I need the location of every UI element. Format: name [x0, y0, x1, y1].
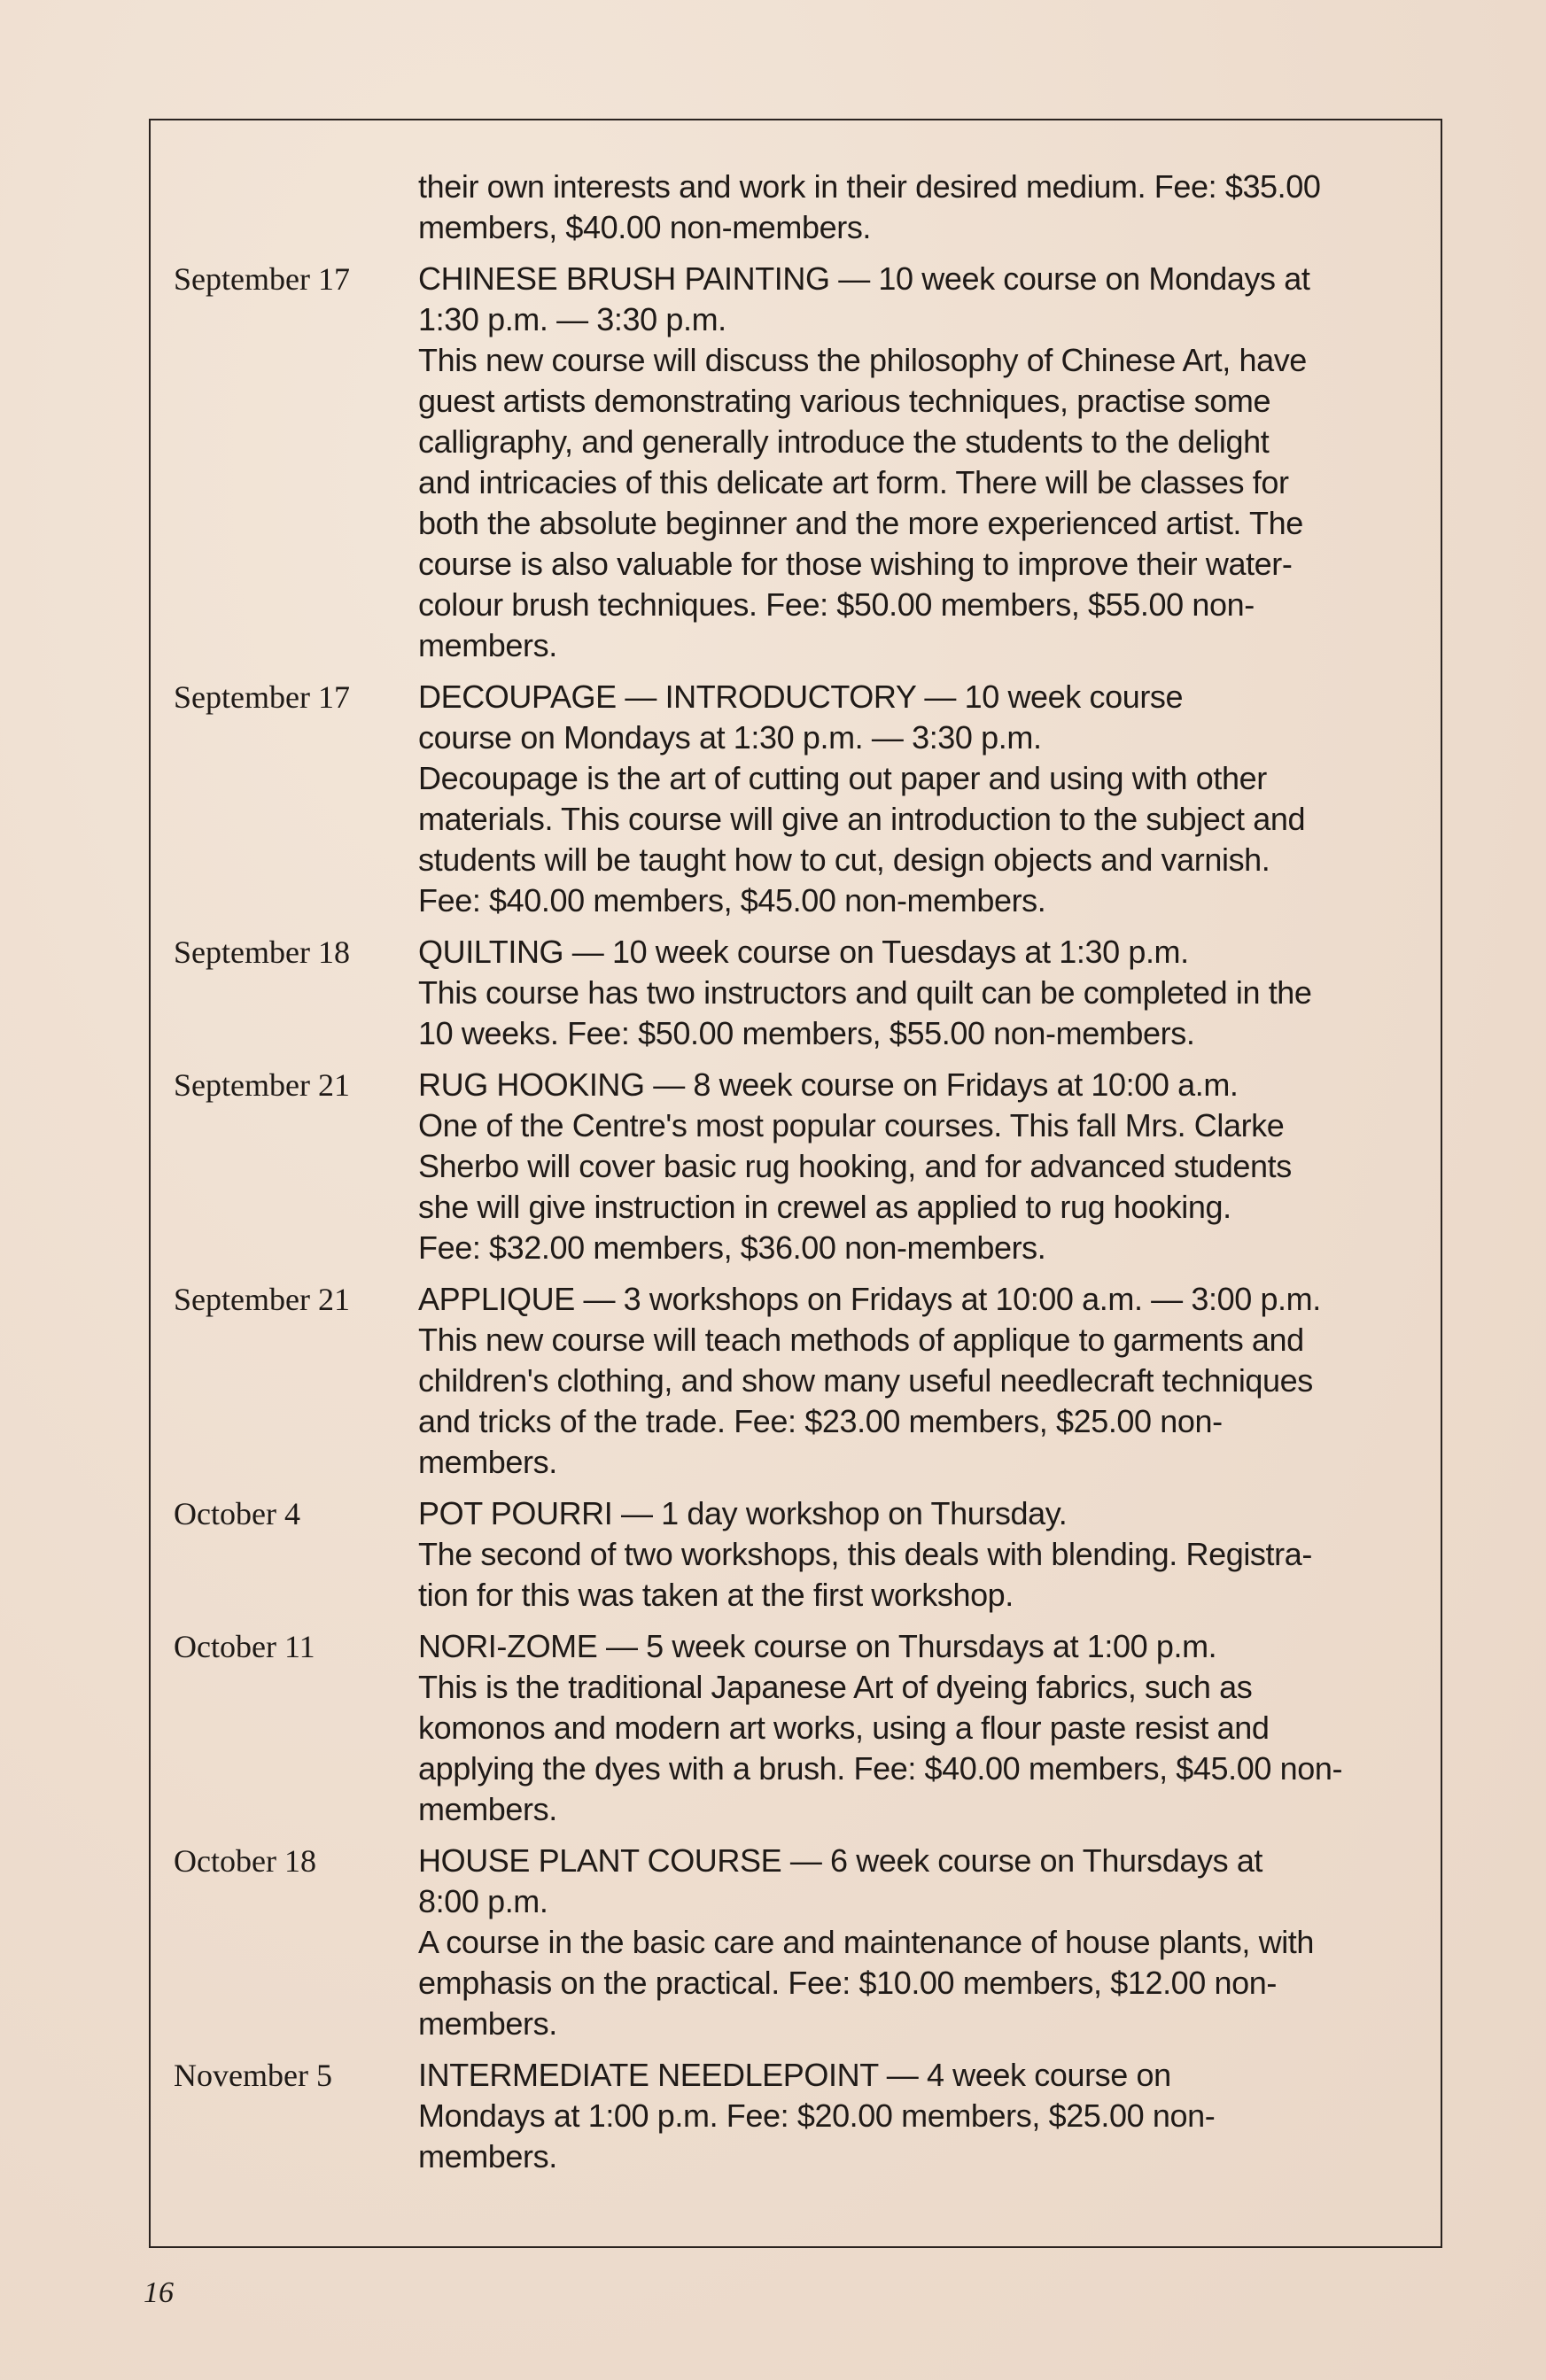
text-line: guest artists demonstrating various techniques, practise some: [418, 383, 1271, 419]
entry-body: [418, 1065, 1423, 1268]
entry-body: [418, 1493, 1423, 1616]
course-title: HOUSE PLANT COURSE — 6 week course on Thursdays at: [418, 1842, 1263, 1879]
text-line: tion for this was taken at the first workshop.: [418, 1577, 1014, 1613]
text-line: This course has two instructors and quilt can be completed in the: [418, 974, 1312, 1011]
text-line: children's clothing, and show many useful needlecraft techniques: [418, 1362, 1313, 1399]
course-title: RUG HOOKING — 8 week course on Fridays at 10:00 a.m.: [418, 1066, 1239, 1103]
course-entry-intermediate-needlepoint: [168, 2055, 1423, 2177]
text-line: both the absolute beginner and the more experienced artist. The: [418, 505, 1303, 541]
entry-date: September 21: [174, 1282, 350, 1317]
text-line: applying the dyes with a brush. Fee: $40.00 members, $45.00 non-: [418, 1750, 1343, 1787]
entry-body: [418, 1279, 1423, 1483]
text-line: This new course will teach methods of applique to garments and: [418, 1322, 1304, 1358]
entry-date: October 4: [174, 1496, 300, 1531]
entry-body: [418, 167, 1423, 248]
entry-date: September 18: [174, 934, 350, 970]
text-line: their own interests and work in their desired medium. Fee: $35.00: [418, 168, 1321, 205]
course-title: POT POURRI — 1 day workshop on Thursday.: [418, 1495, 1068, 1531]
course-entry-quilting: [168, 932, 1423, 1054]
text-line: emphasis on the practical. Fee: $10.00 members, $12.00 non-: [418, 1965, 1277, 2001]
text-line: The second of two workshops, this deals with blending. Registra-: [418, 1536, 1312, 1572]
text-line: course is also valuable for those wishing to improve their water-: [418, 546, 1293, 582]
text-line: 8:00 p.m.: [418, 1883, 548, 1919]
text-line: 10 weeks. Fee: $50.00 members, $55.00 non-members.: [418, 1015, 1195, 1051]
continuation-entry: [168, 167, 1423, 248]
text-line: members.: [418, 1791, 557, 1827]
text-line: members, $40.00 non-members.: [418, 209, 872, 245]
entry-body: [418, 1841, 1423, 2044]
course-entry-decoupage: [168, 677, 1423, 921]
course-title: DECOUPAGE — INTRODUCTORY — 10 week course: [418, 678, 1184, 715]
text-line: calligraphy, and generally introduce the students to the delight: [418, 423, 1270, 460]
course-entry-chinese-brush-painting: [168, 259, 1423, 666]
course-entry-applique: [168, 1279, 1423, 1483]
entry-body: [418, 259, 1423, 666]
entry-date: October 11: [174, 1629, 315, 1664]
text-line: komonos and modern art works, using a flour paste resist and: [418, 1709, 1270, 1746]
text-line: members.: [418, 2138, 557, 2175]
course-title: NORI-ZOME — 5 week course on Thursdays at 1:00 p.m.: [418, 1628, 1217, 1664]
course-title: INTERMEDIATE NEEDLEPOINT — 4 week course on: [418, 2057, 1171, 2093]
text-line: members.: [418, 1444, 557, 1480]
course-listing: [168, 167, 1423, 2177]
text-line: Fee: $40.00 members, $45.00 non-members.: [418, 882, 1046, 919]
text-line: Sherbo will cover basic rug hooking, and for advanced students: [418, 1148, 1292, 1184]
course-entry-pot-pourri: [168, 1493, 1423, 1616]
text-line: members.: [418, 2005, 557, 2042]
text-line: One of the Centre's most popular courses. This fall Mrs. Clarke: [418, 1107, 1285, 1143]
entry-date: September 21: [174, 1067, 350, 1103]
text-line: and intricacies of this delicate art form. There will be classes for: [418, 464, 1289, 500]
entry-body: [418, 932, 1423, 1054]
page-number: 16: [144, 2276, 174, 2309]
entry-date: November 5: [174, 2058, 332, 2093]
text-line: A course in the basic care and maintenance of house plants, with: [418, 1924, 1315, 1960]
course-title: QUILTING — 10 week course on Tuesdays at 1:30 p.m.: [418, 934, 1189, 970]
text-line: Decoupage is the art of cutting out paper and using with other: [418, 760, 1267, 796]
course-entry-house-plant: [168, 1841, 1423, 2044]
entry-date: September 17: [174, 261, 350, 297]
text-line: Mondays at 1:00 p.m. Fee: $20.00 members, $25.00 non-: [418, 2097, 1216, 2134]
text-line: This new course will discuss the philosophy of Chinese Art, have: [418, 342, 1307, 378]
text-line: This is the traditional Japanese Art of dyeing fabrics, such as: [418, 1669, 1253, 1705]
entry-body: [418, 2055, 1423, 2177]
entry-date: September 17: [174, 679, 350, 715]
course-title: APPLIQUE — 3 workshops on Fridays at 10:00 a.m. — 3:00 p.m.: [418, 1281, 1321, 1317]
course-title: CHINESE BRUSH PAINTING — 10 week course on Mondays at: [418, 260, 1310, 297]
entry-date: October 18: [174, 1843, 316, 1879]
text-line: and tricks of the trade. Fee: $23.00 members, $25.00 non-: [418, 1403, 1223, 1439]
entry-body: [418, 677, 1423, 921]
text-line: 1:30 p.m. — 3:30 p.m.: [418, 301, 726, 337]
course-entry-nori-zome: [168, 1626, 1423, 1830]
course-entry-rug-hooking: [168, 1065, 1423, 1268]
text-line: materials. This course will give an introduction to the subject and: [418, 801, 1306, 837]
page-frame: [149, 119, 1442, 2248]
text-line: students will be taught how to cut, design objects and varnish.: [418, 841, 1270, 878]
text-line: colour brush techniques. Fee: $50.00 members, $55.00 non-: [418, 586, 1255, 623]
entry-body: [418, 1626, 1423, 1830]
text-line: Fee: $32.00 members, $36.00 non-members.: [418, 1229, 1046, 1266]
text-line: she will give instruction in crewel as applied to rug hooking.: [418, 1189, 1231, 1225]
text-line: members.: [418, 627, 557, 663]
text-line: course on Mondays at 1:30 p.m. — 3:30 p.m.: [418, 719, 1042, 756]
